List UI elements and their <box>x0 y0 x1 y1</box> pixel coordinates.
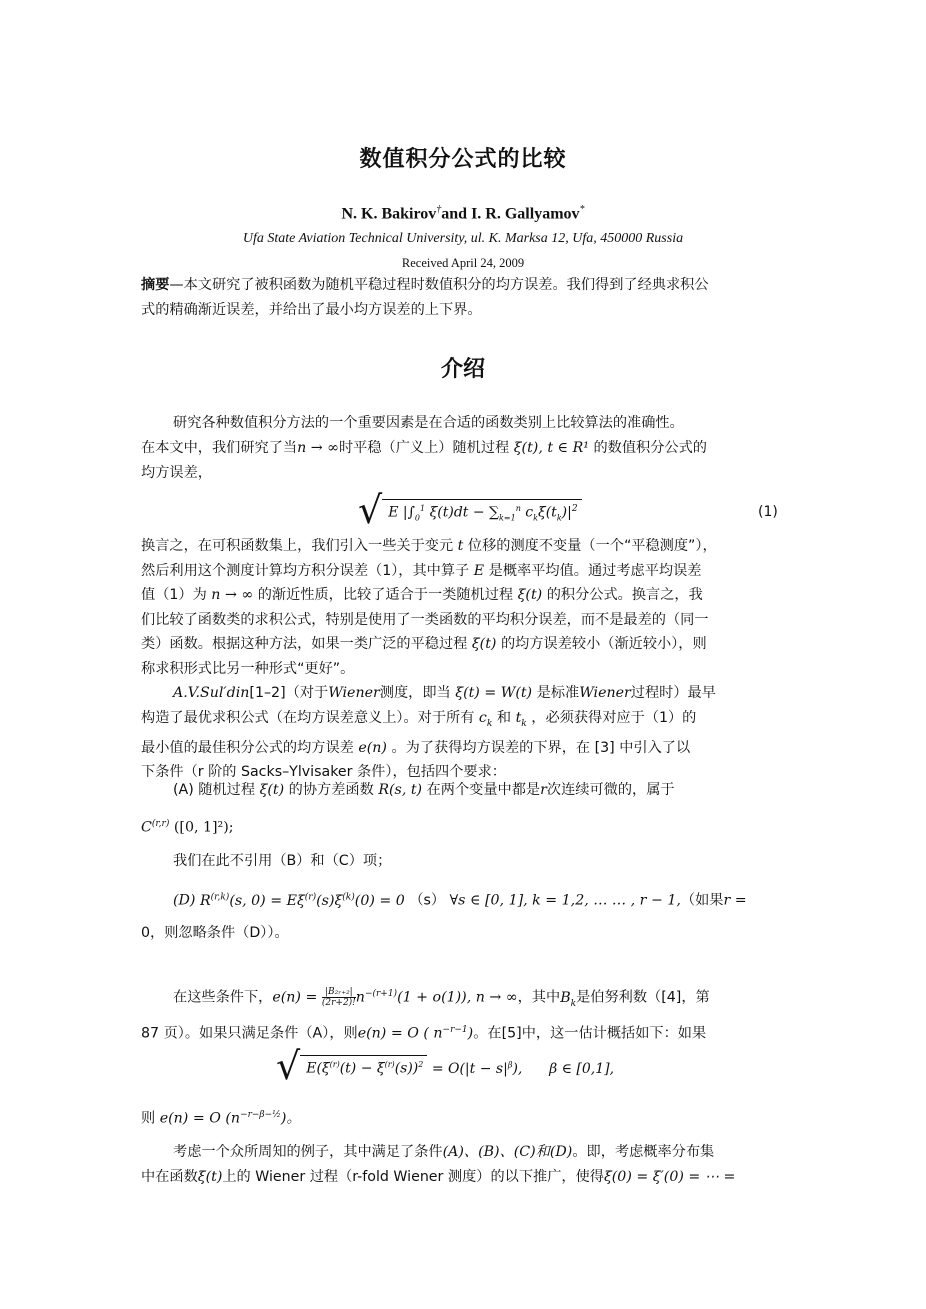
p3-line-4: 们比较了函数类的求积公式，特别是使用了一类函数的平均积分误差，而不是最差的（同一 <box>141 611 709 628</box>
eq2-sup1: (r) <box>329 1060 340 1070</box>
p7-line-2a: 中在函数 <box>141 1168 198 1185</box>
cond-a-c-arg: ([0, 1]²); <box>173 819 234 836</box>
abstract <box>141 273 787 322</box>
eq3-exp: −r−β−½ <box>240 1110 281 1120</box>
cond-d-rest1: (s, 0) = Eξ <box>229 892 305 909</box>
eq2-end: (s)) <box>394 1061 419 1077</box>
cond-d-forall: ∀s ∈ [0, 1], k = 1,2, … … , r − 1, <box>449 892 681 909</box>
p3-line-2a: 然后利用这个测度计算均方积分误差（1），其中算子 <box>141 562 470 579</box>
cond-d-eq <box>200 893 405 909</box>
p4-line-2b: 和 <box>496 709 512 726</box>
math-n-to-inf: n → ∞ <box>297 440 339 456</box>
math-wiener-2: Wiener <box>579 685 631 701</box>
p4-text-d: 测度，即当 <box>379 685 451 701</box>
p5-bk <box>560 989 577 1009</box>
bk-sub: k <box>570 998 577 1009</box>
p7-line-2c: ξ(0) = ξ′(0) = ⋯ = <box>603 1168 736 1185</box>
p2-text-b: 时平稳（广义上）随机过程 <box>338 440 510 456</box>
p4-line-2c: ，必须获得对应于（1）的 <box>531 709 697 726</box>
equation-2-body: $E(\xi^{(r)}(t) - \xi^{(r)}(s))^2$ <box>300 1055 427 1077</box>
p5-line-2b: 。在[5]中，这一估计概括如下：如果 <box>473 1025 707 1042</box>
cond-a-r: r <box>540 782 547 798</box>
p5-n: n <box>355 989 365 1006</box>
sqrt-sign: √ <box>358 488 383 532</box>
eq2-close: ), <box>512 1061 523 1077</box>
received-date: Received April 24, 2009 <box>401 256 525 270</box>
cond-d-sup3: (k) <box>342 892 355 902</box>
p5-en-o: e(n) = O ( n <box>357 1025 443 1042</box>
cond-d-s: （s） <box>409 892 446 909</box>
math-xi-eq-w: ξ(t) = W(t) <box>455 685 533 701</box>
cond-d-r-eq: r = <box>723 892 747 909</box>
p3-line-1b: 位移的测度不变量（一个“平稳测度”）， <box>467 538 717 554</box>
eq3-close: )。 <box>280 1110 301 1127</box>
p3-line-3b: 的渐近性质，比较了适合于一类随机过程 <box>257 587 514 603</box>
eq1-tk-sub: k <box>556 513 562 523</box>
ck-sub: k <box>486 718 493 729</box>
abstract-line-1: —本文研究了被积函数为随机平稳过程时数值积分的均方误差。我们得到了经典求积公 <box>169 277 709 293</box>
eq2-range: β ∈ [0,1], <box>549 1061 615 1077</box>
eq1-expectation: E <box>388 505 399 521</box>
p4-line-3a: 最小值的最佳积分公式的均方误差 <box>141 739 354 756</box>
eq2-inner: E(ξ <box>306 1061 330 1077</box>
eq2-mid: (t) − ξ <box>339 1061 385 1077</box>
cond-a-c-space: C <box>141 819 152 836</box>
condition-a <box>141 778 819 803</box>
equation-1-body: E $|\int_0^1$ $\xi(t)dt - \sum_{k=1}^n$ $c_k\xi(t_k)|^2$ <box>382 499 581 522</box>
paragraph-7 <box>141 1140 787 1189</box>
eq1-close: ) <box>561 505 568 521</box>
cond-a-r-st: R(s, t) <box>378 782 423 798</box>
math-xi-t: ξ(t) <box>517 587 543 603</box>
eq1-int-lower: 0 <box>414 513 421 523</box>
p6-text: 则 <box>141 1110 156 1127</box>
sqrt-sign-2: √ <box>276 1044 301 1088</box>
p3-line-5a: 类）函数。根据这种方法，如果一类广泛的平稳过程 <box>141 636 468 652</box>
eq1-integral: ∫ <box>407 505 415 521</box>
paragraph-5 <box>141 982 819 1016</box>
p4-text-f: 是标准 <box>536 685 580 701</box>
eq2-beta: β <box>507 1060 513 1070</box>
affiliation: Ufa State Aviation Technical University, ul. K. Marksa 12, Ufa, 450000 Russia <box>242 231 684 246</box>
p7-line-1c: 。即，考虑概率分布集 <box>572 1144 715 1160</box>
cond-a-xi: ξ(t) <box>259 782 285 798</box>
cond-d-r: R <box>199 892 211 909</box>
authors-line <box>0 204 926 223</box>
cond-d-rest3: (0) = 0 <box>354 892 405 909</box>
p5-en-o-exp: −r−1 <box>442 1025 468 1035</box>
cond-a-text-b: 的协方差函数 <box>288 782 374 798</box>
p4-line-4: 下条件（r 阶的 Sacks–Ylvisaker 条件），包括四个要求： <box>141 764 506 781</box>
math-xi-t-in-r: ξ(t), t ∈ R¹ <box>513 440 589 456</box>
equation-2 <box>276 1044 614 1088</box>
paragraph-1: 研究各种数值积分方法的一个重要因素是在合适的函数类别上比较算法的准确性。 <box>173 415 684 431</box>
p3-line-3a: 值（1）为 <box>141 587 207 603</box>
math-n-to-inf-2: n → ∞ <box>211 587 254 603</box>
p5-text-c: 是伯努利数（[4]，第 <box>576 989 710 1006</box>
tk-sub: k <box>521 718 527 729</box>
cond-d-if: （如果 <box>680 892 724 909</box>
p5-en-o-close: ) <box>467 1025 474 1042</box>
p4-ref: [1–2]（对于 <box>249 685 329 701</box>
p5-frac-num: |B₂ᵣ₊₂| <box>322 987 356 998</box>
condition-bc: 我们在此不引用（B）和（C）项； <box>173 853 392 869</box>
author-sul-din: A.V.Sul′din <box>173 685 250 701</box>
eq2-sup2: (r) <box>384 1060 395 1070</box>
p3-line-3c: 的积分公式。换言之，我 <box>546 587 703 603</box>
section-heading: 介绍 <box>440 357 485 382</box>
eq1-c: c <box>525 505 534 521</box>
paragraph-2 <box>141 436 787 485</box>
p4-line-2a: 构造了最优求积公式（在均方误差意义上）。对于所有 <box>141 709 475 726</box>
p3-line-6: 称求积形式比另一种形式“更好”。 <box>141 660 355 677</box>
author-gallyamov: and I. R. Gallyamov <box>441 205 580 223</box>
p5-n-exp: −(r+1) <box>364 989 398 999</box>
equation-1 <box>358 488 582 532</box>
p7-xi-func: ξ(t) <box>197 1168 223 1185</box>
p5-fraction <box>322 987 356 1008</box>
eq2-rhs: = O(|t − s| <box>431 1061 508 1077</box>
p3-line-5b: 的均方误差较小（渐近较小），则 <box>500 636 707 652</box>
eq1-sum-upper: n <box>515 504 521 514</box>
math-xi-t-2: ξ(t) <box>471 636 497 652</box>
eq1-sum-lower: k=1 <box>499 513 516 523</box>
p2-text-c: 的数值积分公式的 <box>593 440 707 456</box>
paragraph-3 <box>141 534 787 681</box>
author-bakirov: N. K. Bakirov <box>341 205 437 223</box>
p5-en-lhs: e(n) = <box>272 989 318 1006</box>
p7-conditions: (A)、(B)、(C)和(D) <box>442 1144 573 1160</box>
cond-d-sup2: (r) <box>304 892 317 902</box>
math-tk <box>515 709 527 729</box>
p7-line-2b: 上的 Wiener 过程（r-fold Wiener 测度）的以下推广，使得 <box>222 1168 604 1185</box>
p4-line-3b: 。为了获得均方误差的下界，在 [3] 中引入了以 <box>391 739 691 756</box>
author-mark-star: * <box>579 204 585 215</box>
p5-frac-den: (2r+2)! <box>321 998 356 1009</box>
math-t: t <box>457 538 464 554</box>
p7-line-1a: 考虑一个众所周知的例子，其中满足了条件 <box>173 1144 443 1160</box>
p3-line-1: 换言之，在可积函数集上，我们引入一些关于变元 <box>141 538 454 554</box>
p2-text-d: 均方误差， <box>141 464 212 481</box>
condition-d-end: 0，则忽略条件（D））。 <box>141 925 289 941</box>
math-en: e(n) <box>358 739 387 756</box>
cond-d-label: (D) <box>173 892 196 909</box>
equation-1-number: (1) <box>758 504 778 520</box>
abstract-label: 摘要 <box>141 277 170 293</box>
math-ck <box>478 709 493 729</box>
paper-title: 数值积分公式的比较 <box>359 147 567 172</box>
p2-text-a: 在本文中，我们研究了当 <box>141 440 298 456</box>
eq1-middle: ξ(t)dt − ∑ <box>429 505 500 521</box>
p5-line-2a: 87 页）。如果只满足条件（A），则 <box>141 1025 358 1042</box>
paragraph-6 <box>141 1103 787 1131</box>
author-mark-dagger: † <box>436 204 442 215</box>
abstract-line-2: 式的精确渐近误差，并给出了最小均方误差的上下界。 <box>141 301 482 318</box>
cond-d-sup1: (r,k) <box>210 892 230 902</box>
cond-d-rest2: (s)ξ <box>316 892 343 909</box>
p4-text-h: 过程时）最早 <box>630 685 716 701</box>
p5-text-a: 在这些条件下， <box>173 989 273 1006</box>
cond-a-text-a: (A) 随机过程 <box>173 782 256 798</box>
tk-t: t <box>515 709 522 726</box>
math-e-operator: E <box>473 562 485 579</box>
paragraph-4 <box>141 681 787 785</box>
p5-tail: (1 + o(1)), n → ∞ <box>397 989 518 1006</box>
condition-a-space <box>141 812 787 840</box>
cond-a-c-sup: (r,r) <box>151 819 170 829</box>
p5-text-b: ，其中 <box>517 989 561 1006</box>
condition-d <box>141 885 819 913</box>
cond-a-text-d: 次连续可微的，属于 <box>546 782 675 798</box>
bk-b: B <box>560 989 571 1006</box>
eq1-c-sub: k <box>533 513 538 523</box>
eq1-square: 2 <box>571 504 578 515</box>
eq1-xi-tk: ξ(t <box>538 505 557 521</box>
paragraph-5-line-2 <box>141 1018 787 1046</box>
cond-a-text-c: 在两个变量中都是 <box>426 782 541 798</box>
p3-line-2b: 是概率平均值。通过考虑平均误差 <box>488 562 702 579</box>
ck-c: c <box>478 709 487 726</box>
eq1-int-upper: 1 <box>420 504 426 514</box>
math-wiener-1: Wiener <box>328 685 380 701</box>
eq3: e(n) = O (n <box>159 1110 241 1127</box>
